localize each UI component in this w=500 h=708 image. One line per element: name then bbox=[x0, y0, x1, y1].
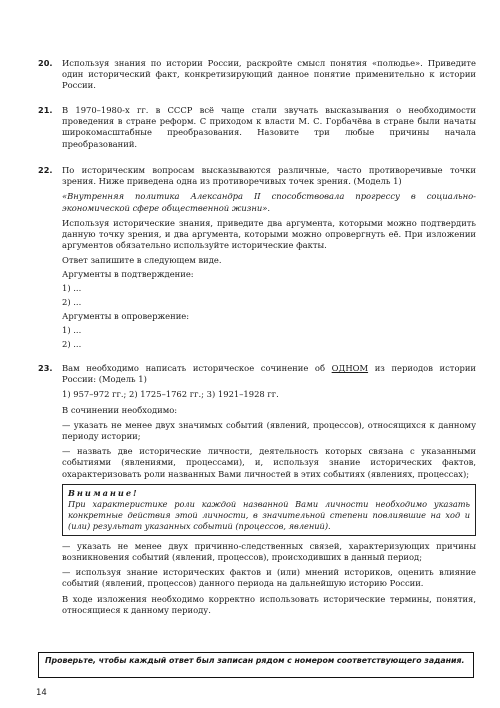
question-intro: По историческим вопросам высказываются различные, часто противоречивые точки зрения. Ниже приведена одна из противоречивых точек зрения. (Модель 1) bbox=[62, 165, 476, 187]
attention-title: Внимание! bbox=[68, 487, 139, 498]
attention-box bbox=[62, 484, 476, 536]
question-text: Используя знания по истории России, раскройте смысл понятия «полюдье». Приведите один исторический факт, конкретизирующий данное понятие применительно к истории России. bbox=[62, 58, 476, 91]
closing-note: В ходе изложения необходимо корректно использовать исторические термины, понятия, относящиеся к данному периоду. bbox=[62, 593, 476, 615]
check-answers-note: Проверьте, чтобы каждый ответ был записан рядом с номером соответствующего задания. bbox=[38, 652, 474, 678]
support-label: Аргументы в подтверждение: bbox=[62, 269, 194, 280]
question-21 bbox=[38, 105, 476, 154]
periods-list: 1) 957–972 гг.; 2) 1725–1762 гг.; 3) 1921–1928 гг. bbox=[62, 389, 279, 400]
question-number: 23. bbox=[38, 363, 53, 373]
requirements-heading: В сочинении необходимо: bbox=[62, 404, 178, 415]
viewpoint-quote: «Внутренняя политика Александра II способствовала прогрессу в социально-экономической сфере общественной жизни». bbox=[62, 191, 476, 213]
intro-underlined: ОДНОМ bbox=[331, 363, 369, 373]
question-23 bbox=[38, 363, 476, 620]
intro-part: из периодов истории России: (Модель 1) bbox=[62, 363, 477, 385]
support-item: 2) ... bbox=[62, 297, 82, 308]
attention-text: При характеристике роли каждой названной Вами личности необходимо указать конкретные действия этой личности, в значительной степени повлиявшие на ход и (или) результат указанных событий (процессов, явлений). bbox=[68, 498, 470, 531]
requirement-item: — указать не менее двух значимых событий (явлений, процессов), относящихся к данному периоду истории; bbox=[62, 419, 476, 442]
question-number: 21. bbox=[38, 105, 53, 115]
question-number: 20. bbox=[38, 58, 53, 68]
requirement-item: — назвать две исторические личности, деятельность которых связана с указанными событиями (явлениями, процессами), и, используя знание исторических фактов, охарактеризовать роли названных Вами личностей в этих событиях (явлениях, процессах); bbox=[62, 446, 476, 479]
refute-item: 2) ... bbox=[62, 339, 82, 350]
requirement-item: — используя знание исторических фактов и (или) мнений историков, оценить влияние событий (явлений, процессов) данного периода на дальнейшую историю России. bbox=[62, 567, 476, 589]
question-intro bbox=[62, 363, 476, 385]
question-text: В 1970–1980-х гг. в СССР всё чаще стали звучать высказывания о необходимости проведения в стране реформ. С приходом к власти М. С. Горбачёва в стране были начаты широкомасштабные преобразования. Назовите три любые причины начала преобразований. bbox=[62, 105, 476, 149]
support-item: 1) ... bbox=[62, 283, 82, 294]
refute-item: 1) ... bbox=[62, 325, 82, 336]
page-number: 14 bbox=[36, 688, 47, 698]
answer-form-note: Ответ запишите в следующем виде. bbox=[62, 255, 222, 266]
question-22 bbox=[38, 165, 476, 353]
refute-label: Аргументы в опровержение: bbox=[62, 311, 190, 322]
question-instruction: Используя исторические знания, приведите два аргумента, которыми можно подтвердить данную точку зрения, и два аргумента, которыми можно опровергнуть её. При изложении аргументов обязательно используйте исторические факты. bbox=[62, 217, 476, 251]
question-20 bbox=[38, 58, 476, 96]
intro-part: Вам необходимо написать историческое сочинение об bbox=[62, 363, 332, 373]
requirement-item: — указать не менее двух причинно-следственных связей, характеризующих причины возникновения событий (явлений, процессов), происходивших в данный период; bbox=[62, 540, 476, 563]
question-number: 22. bbox=[38, 165, 53, 175]
